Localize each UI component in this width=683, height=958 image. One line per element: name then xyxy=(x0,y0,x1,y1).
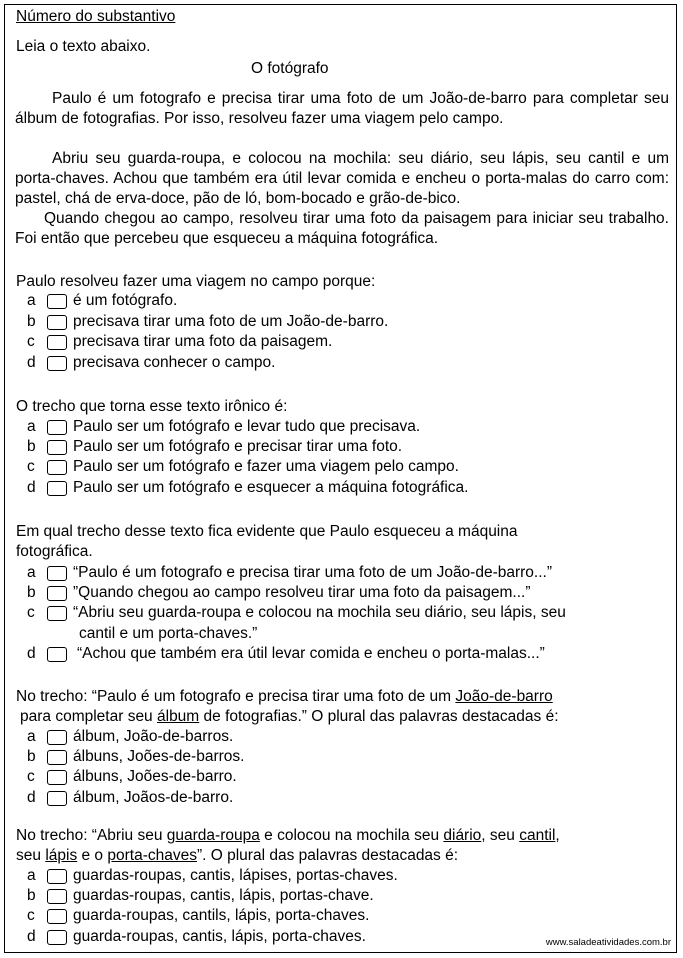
option-letter: d xyxy=(27,645,36,662)
story-paragraph-1: Paulo é um fotografo e precisa tirar uma foto de um João-de-barro para completar seu álbum de fotografias. Por isso, resolveu fazer uma viagem pelo campo. xyxy=(15,90,669,127)
checkbox[interactable] xyxy=(47,294,67,309)
prompt-text: , seu xyxy=(481,827,520,844)
intro-text: Leia o texto abaixo. xyxy=(16,38,151,55)
option-text: álbum, Joãos-de-barro. xyxy=(73,789,234,806)
option-letter: a xyxy=(27,292,36,309)
question-5-option-d[interactable] xyxy=(27,927,366,947)
question-2-option-c[interactable] xyxy=(27,457,459,477)
question-1-option-d[interactable] xyxy=(27,353,275,373)
prompt-text: e colocou na mochila seu xyxy=(259,827,444,844)
checkbox[interactable] xyxy=(47,315,67,330)
prompt-text: ”. O plural das palavras destacadas é: xyxy=(196,847,459,864)
option-text: é um fotógrafo. xyxy=(73,292,178,309)
question-4-option-d[interactable] xyxy=(27,788,233,808)
checkbox[interactable] xyxy=(47,460,67,475)
option-text: Paulo ser um fotógrafo e precisar tirar uma foto. xyxy=(73,438,403,455)
option-letter: c xyxy=(27,333,35,350)
question-1-prompt: Paulo resolveu fazer uma viagem no campo porque: xyxy=(16,273,376,290)
prompt-text: para completar seu xyxy=(20,708,157,725)
option-letter: b xyxy=(27,887,36,904)
question-5-option-a[interactable] xyxy=(27,866,398,886)
option-text: álbuns, Joões-de-barros. xyxy=(73,748,245,765)
story-paragraph-3: Quando chegou ao campo, resolveu tirar uma foto da paisagem para iniciar seu trabalho. Foi então que percebeu que esqueceu a máquina fotográfica. xyxy=(15,210,669,247)
checkbox[interactable] xyxy=(47,770,67,785)
option-letter: d xyxy=(27,789,36,806)
question-3-option-d[interactable] xyxy=(27,644,545,664)
question-1-option-c[interactable] xyxy=(27,332,332,352)
checkbox[interactable] xyxy=(47,606,67,621)
option-text: “Paulo é um fotografo e precisa tirar uma foto de um João-de-barro...” xyxy=(73,564,553,581)
checkbox[interactable] xyxy=(47,889,67,904)
checkbox[interactable] xyxy=(47,440,67,455)
worksheet-title: Número do substantivo xyxy=(16,8,176,25)
option-letter: b xyxy=(27,438,36,455)
question-5-prompt-line2 xyxy=(16,846,458,866)
option-text: guarda-roupas, cantils, lápis, porta-chaves. xyxy=(73,907,370,924)
option-text: Paulo ser um fotógrafo e esquecer a máquina fotográfica. xyxy=(73,479,469,496)
question-3-option-c[interactable] xyxy=(27,603,566,623)
option-text: precisava tirar uma foto de um João-de-barro. xyxy=(73,313,389,330)
highlighted-word: João-de-barro xyxy=(455,688,553,705)
question-5-prompt xyxy=(16,826,560,846)
question-3-option-b[interactable] xyxy=(27,583,531,603)
checkbox[interactable] xyxy=(47,869,67,884)
question-3-option-c-continued: cantil e um porta-chaves.” xyxy=(79,625,258,642)
question-1-option-a[interactable] xyxy=(27,291,177,311)
option-letter: b xyxy=(27,748,36,765)
highlighted-word: lápis xyxy=(45,847,78,864)
prompt-text: No trecho: “Paulo é um fotografo e precisa tirar uma foto de um xyxy=(16,688,456,705)
checkbox[interactable] xyxy=(47,356,67,371)
question-4-prompt xyxy=(16,687,553,707)
prompt-text: de fotografias.” O plural das palavras destacadas é: xyxy=(199,708,559,725)
prompt-text: e o xyxy=(77,847,108,864)
checkbox[interactable] xyxy=(47,586,67,601)
option-text: precisava tirar uma foto da paisagem. xyxy=(73,333,333,350)
checkbox[interactable] xyxy=(47,791,67,806)
option-text: “Abriu seu guarda-roupa e colocou na mochila seu diário, seu lápis, seu xyxy=(73,604,566,621)
highlighted-word: álbum xyxy=(157,708,200,725)
option-letter: d xyxy=(27,354,36,371)
question-1-option-b[interactable] xyxy=(27,312,388,332)
option-text: ”Quando chegou ao campo resolveu tirar uma foto da paisagem...” xyxy=(73,584,531,601)
question-3-prompt: Em qual trecho desse texto fica evidente que Paulo esqueceu a máquina xyxy=(16,523,518,540)
checkbox[interactable] xyxy=(47,647,67,662)
option-letter: b xyxy=(27,584,36,601)
checkbox[interactable] xyxy=(47,909,67,924)
question-2-option-d[interactable] xyxy=(27,478,469,498)
checkbox[interactable] xyxy=(47,566,67,581)
option-letter: a xyxy=(27,867,36,884)
question-3-option-a[interactable] xyxy=(27,563,552,583)
option-letter: d xyxy=(27,479,36,496)
checkbox[interactable] xyxy=(47,930,67,945)
option-letter: c xyxy=(27,907,35,924)
question-4-option-b[interactable] xyxy=(27,747,244,767)
checkbox[interactable] xyxy=(47,481,67,496)
option-text: Paulo ser um fotógrafo e levar tudo que precisava. xyxy=(73,418,421,435)
question-4-option-a[interactable] xyxy=(27,727,233,747)
option-letter: a xyxy=(27,564,36,581)
footer-site-url: www.saladeatividades.com.br xyxy=(545,937,671,948)
checkbox[interactable] xyxy=(47,420,67,435)
option-letter: d xyxy=(27,928,36,945)
story-paragraph-2: Abriu seu guarda-roupa, e colocou na mochila: seu diário, seu lápis, seu cantil e um porta-chaves. Achou que também era útil levar comida e encheu o porta-malas do carro com: pastel, chá de erva-doce, pão de ló, bom-bocado e grão-de-bico. xyxy=(15,150,669,207)
option-letter: a xyxy=(27,728,36,745)
option-text: álbum, João-de-barros. xyxy=(73,728,234,745)
option-text: guardas-roupas, cantis, lápises, portas-chaves. xyxy=(73,867,398,884)
option-letter: b xyxy=(27,313,36,330)
checkbox[interactable] xyxy=(47,335,67,350)
question-3-prompt-line2: fotográfica. xyxy=(16,543,93,560)
question-2-option-a[interactable] xyxy=(27,417,420,437)
question-2-prompt: O trecho que torna esse texto irônico é: xyxy=(16,398,288,415)
option-text: Paulo ser um fotógrafo e fazer uma viagem pelo campo. xyxy=(73,458,459,475)
question-5-option-b[interactable] xyxy=(27,886,374,906)
option-text: guardas-roupas, cantis, lápis, portas-chave. xyxy=(73,887,374,904)
prompt-text: seu xyxy=(16,847,46,864)
highlighted-word: porta-chaves xyxy=(107,847,197,864)
checkbox[interactable] xyxy=(47,730,67,745)
story-title: O fotógrafo xyxy=(251,60,329,77)
option-text: “Achou que também era útil levar comida e encheu o porta-malas...” xyxy=(77,645,545,662)
highlighted-word: cantil xyxy=(519,827,556,844)
question-4-option-c[interactable] xyxy=(27,767,237,787)
option-letter: c xyxy=(27,458,35,475)
question-5-option-c[interactable] xyxy=(27,906,369,926)
option-letter: c xyxy=(27,768,35,785)
option-text: álbuns, Joões-de-barro. xyxy=(73,768,237,785)
prompt-text: , xyxy=(555,827,560,844)
checkbox[interactable] xyxy=(47,750,67,765)
option-text: precisava conhecer o campo. xyxy=(73,354,276,371)
highlighted-word: diário xyxy=(443,827,482,844)
question-4-prompt-line2 xyxy=(20,707,559,727)
option-letter: a xyxy=(27,418,36,435)
option-letter: c xyxy=(27,604,35,621)
question-2-option-b[interactable] xyxy=(27,437,402,457)
prompt-text: No trecho: “Abriu seu xyxy=(16,827,167,844)
option-text: guarda-roupas, cantis, lápis, porta-chaves. xyxy=(73,928,366,945)
highlighted-word: guarda-roupa xyxy=(166,827,260,844)
